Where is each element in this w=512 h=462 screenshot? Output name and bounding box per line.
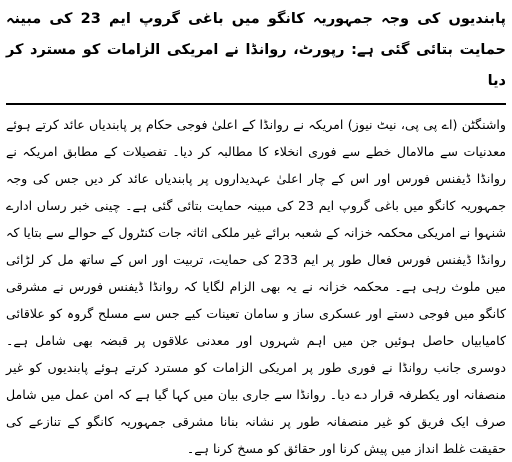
article-headline: پابندیوں کی وجہ جمہوریہ کانگو میں باغی گروپ ایم 23 کی مبینہ حمایت بتائی گئی ہے: رپورٹ، روانڈا نے امریکی الزامات کو مسترد کر دیا [6, 11, 506, 89]
article-body: واشنگٹن (اے پی پی، نیٹ نیوز) امریکہ نے روانڈا کے اعلیٰ فوجی حکام پر پابندیاں عائد کرتے ہوئے معدنیات سے مالامال خطے سے فوری انخلاء کا مطالبہ کر دیا۔ تفصیلات کے مطابق امریکہ نے روانڈا ڈیفنس فورس اور اس کے چار اعلیٰ عہدیداروں پر پابندیاں عائد کر دیں جس کی وجہ جمہوریہ کانگو میں باغی گروپ ایم 23 کی مبینہ حمایت بتائی گئی ہے۔ چینی خبر رساں ادارے شنہوا نے امریکی محکمہ خزانہ کے شعبہ برائے غیر ملکی اثاثہ جات کنٹرول کے حوالے سے بتایا کہ روانڈا ڈیفنس فورس فعال طور پر ایم 233 کی حمایت، تربیت اور اس کے ساتھ مل کر لڑائی میں ملوث رہی ہے۔ محکمہ خزانہ نے یہ بھی الزام لگایا کہ روانڈا ڈیفنس فورس نے مشرقی کانگو میں فوجی دستے اور عسکری ساز و سامان تعینات کیے جس سے مسلح گروہ کو علاقائی کامیابیاں حاصل ہوئیں جن میں اہم شہروں اور معدنی علاقوں پر قبضہ بھی شامل ہے۔ دوسری جانب روانڈا نے فوری طور پر امریکی الزامات کو مسترد کرتے ہوئے پابندیوں کو غیر منصفانہ اور یکطرفہ قرار دے دیا۔ روانڈا سے جاری بیان میں کہا گیا ہے کہ امن عمل میں شامل صرف ایک فریق کو غیر منصفانہ طور پر نشانہ بنانا مشرقی جمہوریہ کانگو کے تنازعے کی حقیقت غلط انداز میں پیش کرنا اور حقائق کو مسخ کرنا ہے۔ [6, 117, 507, 456]
headline-divider [6, 103, 506, 105]
